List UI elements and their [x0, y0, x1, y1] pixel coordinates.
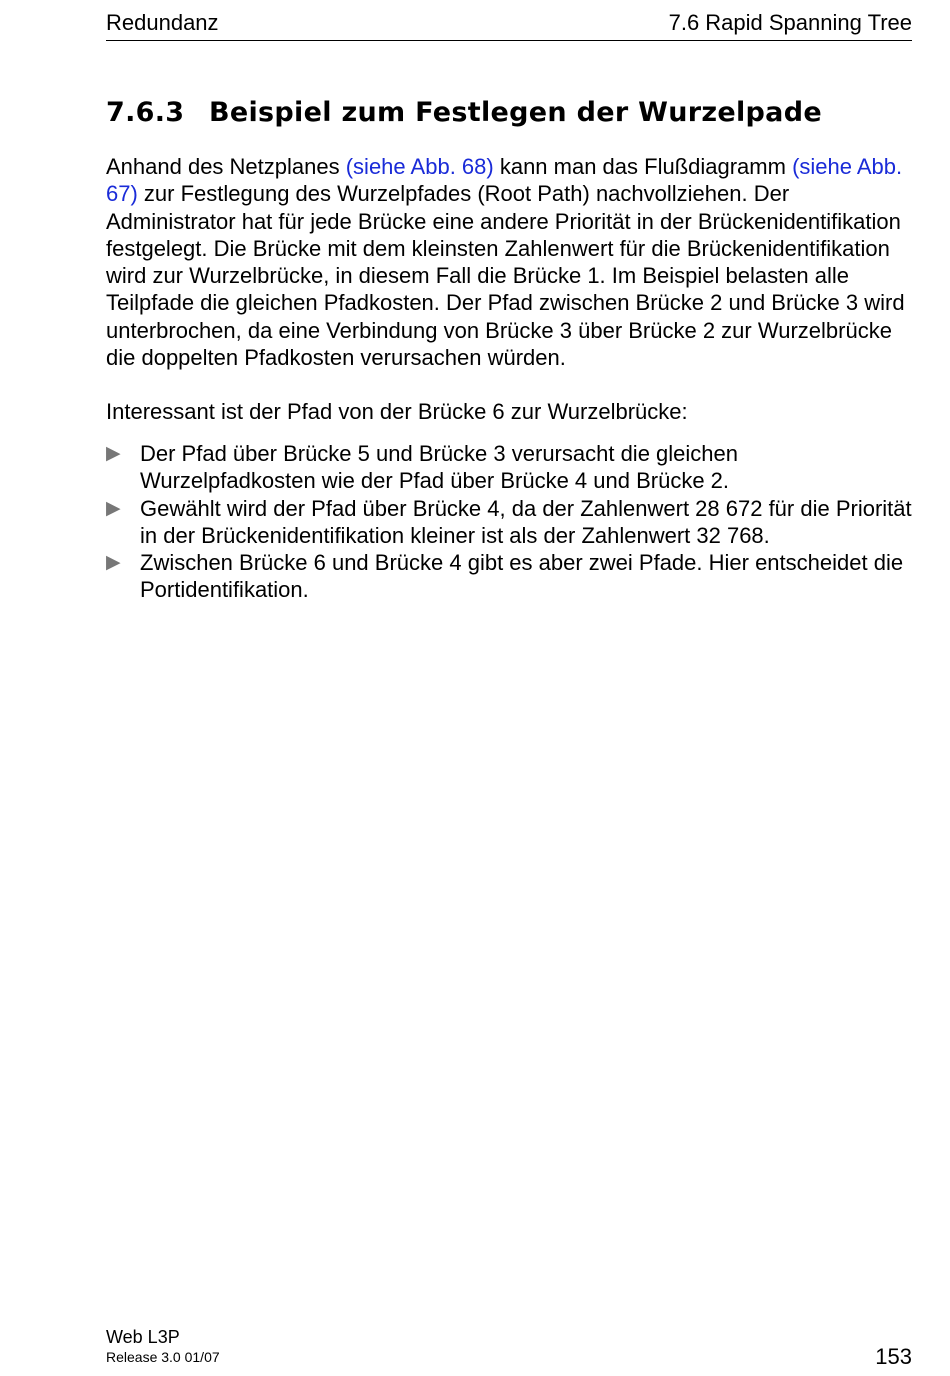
paragraph-text: zur Festlegung des Wurzelpfades (Root Path) nachvollziehen. Der Administrator hat für jede Brücke eine andere Priorität in der Brückenidentifikation festgelegt. Die Brücke mit dem kleinsten Zahlenwert für die Brückenidentifikation wird zur Wurzelbrücke, in diesem Fall die Brücke 1. Im Beispiel belasten alle Teilpfade die gleichen Pfadkosten. Der Pfad zwischen Brücke 2 und Brücke 3 wird unterbrochen, da eine Verbindung von Brücke 3 über Brücke 2 zur Wurzelbrücke die doppelten Pfadkosten verursachen würden.: [106, 181, 905, 371]
section-heading: [106, 95, 912, 131]
header-chapter: Redundanz: [106, 10, 219, 35]
page-number: 153: [875, 1344, 912, 1369]
triangle-right-icon: ▶: [106, 552, 121, 574]
footer-product: Web L3P: [106, 1327, 180, 1347]
footer-release: Release 3.0 01/07: [106, 1349, 220, 1365]
page-header: [106, 6, 912, 41]
figure-link-68[interactable]: (siehe Abb. 68): [345, 154, 494, 179]
list-item: [106, 549, 912, 604]
triangle-right-icon: ▶: [106, 497, 121, 519]
triangle-right-icon: ▶: [106, 443, 121, 464]
path-paragraph: Interessant ist der Pfad von der Brücke 6 zur Wurzelbrücke:: [106, 399, 688, 424]
bullet-list: [106, 440, 912, 604]
paragraph-text: Anhand des Netzplanes: [106, 154, 346, 179]
page-footer: [106, 1326, 220, 1366]
list-item-text: Der Pfad über Brücke 5 und Brücke 3 verursacht die gleichen Wurzelpfadkosten wie der Pfad über Brücke 4 und Brücke 2.: [140, 441, 738, 494]
intro-paragraph: [106, 153, 912, 371]
section-number: 7.6.3: [106, 97, 185, 128]
list-item-text: Zwischen Brücke 6 und Brücke 4 gibt es aber zwei Pfade. Hier entscheidet die Portidentifikation.: [140, 550, 904, 603]
list-item: [106, 495, 912, 550]
section-title: Beispiel zum Festlegen der Wurzelpade: [209, 97, 822, 128]
figure-link-67[interactable]: (siehe Abb. 67): [106, 154, 903, 207]
paragraph-text: kann man das Flußdiagramm: [493, 154, 793, 179]
header-section: 7.6 Rapid Spanning Tree: [668, 10, 912, 35]
list-item: [106, 440, 912, 495]
list-item-text: Gewählt wird der Pfad über Brücke 4, da der Zahlenwert 28 672 für die Priorität in der Brückenidentifikation kleiner ist als der Zahlenwert 32 768.: [140, 495, 912, 548]
